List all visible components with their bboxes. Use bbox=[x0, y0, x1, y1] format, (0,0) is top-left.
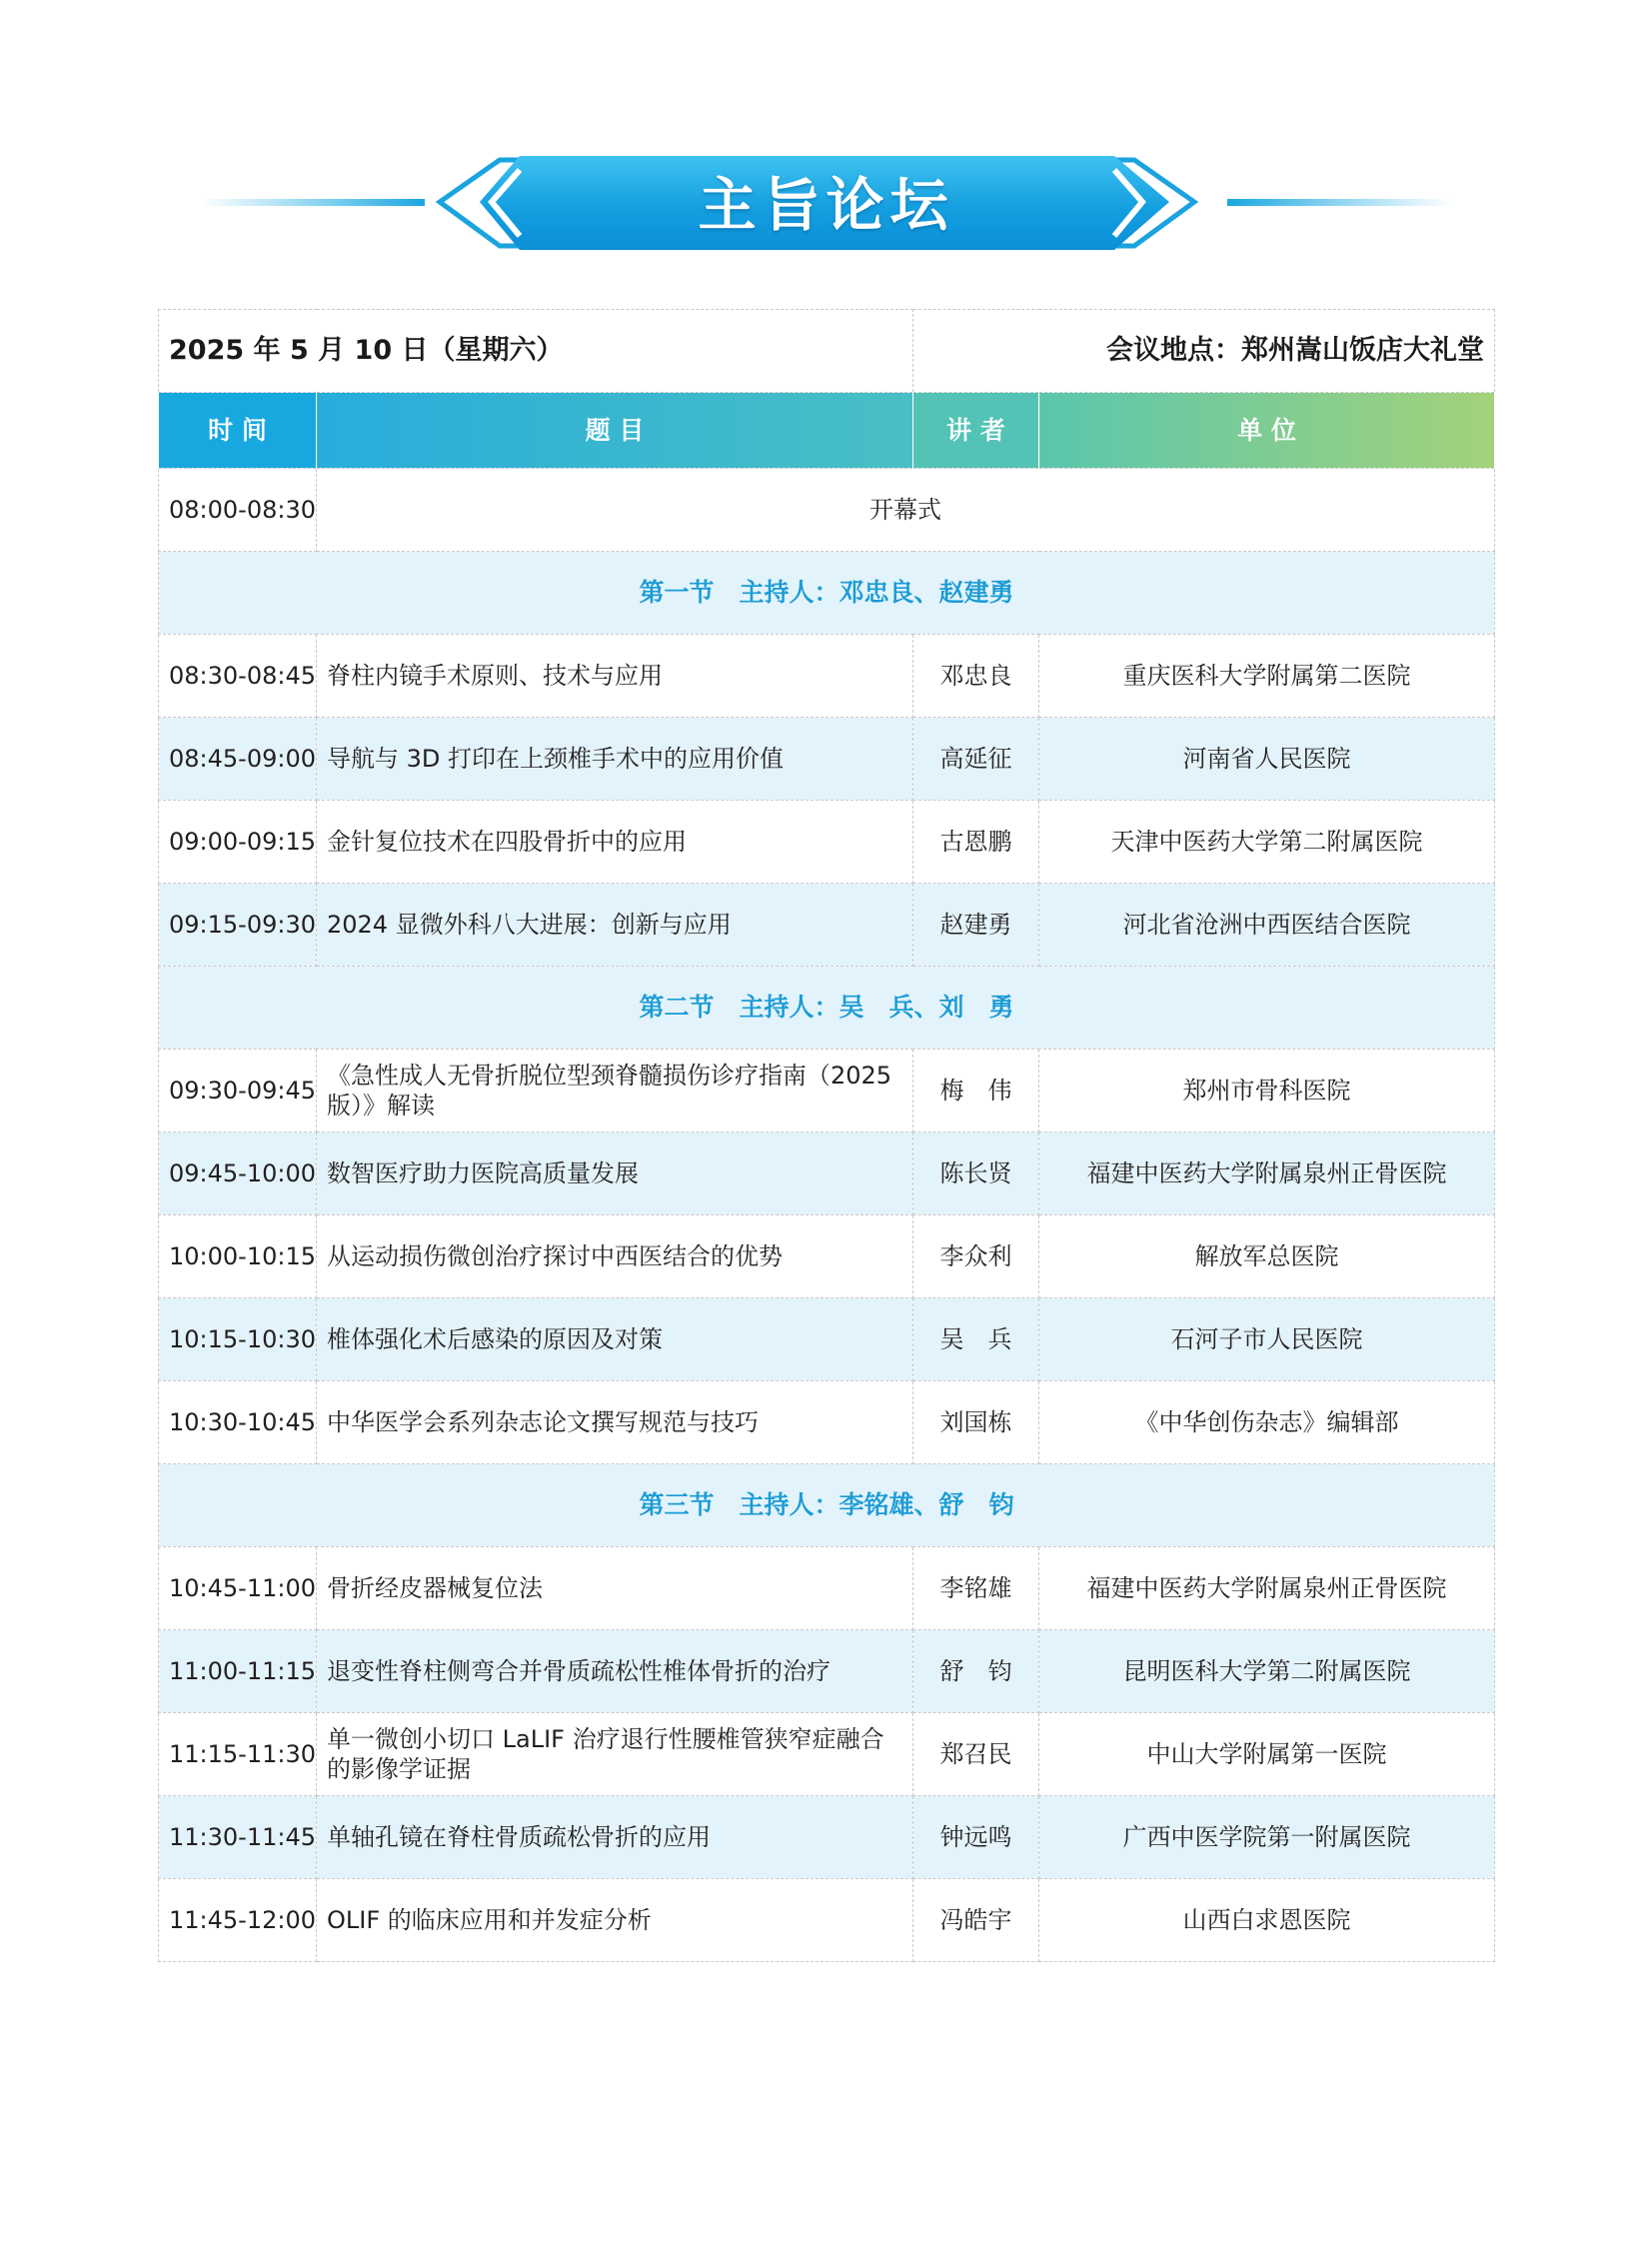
table-row bbox=[159, 801, 1495, 884]
talk-topic: 椎体强化术后感染的原因及对策 bbox=[317, 1298, 913, 1381]
header-unit: 单 位 bbox=[1039, 393, 1495, 469]
talk-time: 11:30-11:45 bbox=[159, 1796, 317, 1879]
talk-speaker: 邓忠良 bbox=[913, 635, 1039, 718]
talk-unit: 福建中医药大学附属泉州正骨医院 bbox=[1039, 1132, 1495, 1215]
talk-speaker: 郑召民 bbox=[913, 1713, 1039, 1796]
table-row bbox=[159, 1215, 1495, 1298]
title-banner bbox=[0, 150, 1652, 260]
talk-unit: 天津中医药大学第二附属医院 bbox=[1039, 801, 1495, 884]
talk-speaker: 李众利 bbox=[913, 1215, 1039, 1298]
section-row bbox=[159, 1464, 1495, 1547]
talk-topic: 单一微创小切口 LaLIF 治疗退行性腰椎管狭窄症融合的影像学证据 bbox=[317, 1713, 913, 1796]
table-row bbox=[159, 884, 1495, 967]
section-title: 第三节 主持人：李铭雄、舒 钧 bbox=[159, 1464, 1495, 1547]
talk-unit: 解放军总医院 bbox=[1039, 1215, 1495, 1298]
opening-row bbox=[159, 469, 1495, 552]
talk-speaker: 赵建勇 bbox=[913, 884, 1039, 967]
table-row bbox=[159, 1879, 1495, 1962]
talk-time: 11:00-11:15 bbox=[159, 1630, 317, 1713]
talk-time: 10:45-11:00 bbox=[159, 1547, 317, 1630]
schedule-table bbox=[158, 309, 1495, 1962]
section-title: 第一节 主持人：邓忠良、赵建勇 bbox=[159, 552, 1495, 635]
table-row bbox=[159, 718, 1495, 801]
info-row bbox=[159, 310, 1495, 393]
talk-time: 09:00-09:15 bbox=[159, 801, 317, 884]
header-speaker: 讲 者 bbox=[913, 393, 1039, 469]
talk-time: 11:45-12:00 bbox=[159, 1879, 317, 1962]
header-topic: 题 目 bbox=[317, 393, 913, 469]
table-row bbox=[159, 1630, 1495, 1713]
talk-speaker: 冯皓宇 bbox=[913, 1879, 1039, 1962]
table-header bbox=[159, 393, 1495, 469]
table-row bbox=[159, 1381, 1495, 1464]
table-row bbox=[159, 1796, 1495, 1879]
table-row bbox=[159, 1132, 1495, 1215]
talk-unit: 《中华创伤杂志》编辑部 bbox=[1039, 1381, 1495, 1464]
talk-speaker: 吴 兵 bbox=[913, 1298, 1039, 1381]
talk-time: 09:30-09:45 bbox=[159, 1050, 317, 1132]
table-row bbox=[159, 1298, 1495, 1381]
talk-topic: 单轴孔镜在脊柱骨质疏松骨折的应用 bbox=[317, 1796, 913, 1879]
talk-unit: 广西中医学院第一附属医院 bbox=[1039, 1796, 1495, 1879]
talk-time: 08:30-08:45 bbox=[159, 635, 317, 718]
talk-time: 08:45-09:00 bbox=[159, 718, 317, 801]
section-row bbox=[159, 552, 1495, 635]
meeting-date: 2025 年 5 月 10 日（星期六） bbox=[159, 310, 913, 393]
talk-topic: 数智医疗助力医院高质量发展 bbox=[317, 1132, 913, 1215]
talk-unit: 河南省人民医院 bbox=[1039, 718, 1495, 801]
talk-time: 09:45-10:00 bbox=[159, 1132, 317, 1215]
table-row bbox=[159, 1547, 1495, 1630]
talk-speaker: 陈长贤 bbox=[913, 1132, 1039, 1215]
meeting-venue: 会议地点：郑州嵩山饭店大礼堂 bbox=[913, 310, 1495, 393]
header-time: 时 间 bbox=[159, 393, 317, 469]
talk-unit: 石河子市人民医院 bbox=[1039, 1298, 1495, 1381]
talk-topic: 从运动损伤微创治疗探讨中西医结合的优势 bbox=[317, 1215, 913, 1298]
talk-topic: 中华医学会系列杂志论文撰写规范与技巧 bbox=[317, 1381, 913, 1464]
talk-speaker: 李铭雄 bbox=[913, 1547, 1039, 1630]
talk-speaker: 古恩鹏 bbox=[913, 801, 1039, 884]
talk-unit: 中山大学附属第一医院 bbox=[1039, 1713, 1495, 1796]
talk-topic: OLIF 的临床应用和并发症分析 bbox=[317, 1879, 913, 1962]
talk-topic: 金针复位技术在四股骨折中的应用 bbox=[317, 801, 913, 884]
talk-topic: 脊柱内镜手术原则、技术与应用 bbox=[317, 635, 913, 718]
talk-topic: 骨折经皮器械复位法 bbox=[317, 1547, 913, 1630]
table-row bbox=[159, 1713, 1495, 1796]
talk-unit: 昆明医科大学第二附属医院 bbox=[1039, 1630, 1495, 1713]
talk-topic: 2024 显微外科八大进展：创新与应用 bbox=[317, 884, 913, 967]
section-title: 第二节 主持人：吴 兵、刘 勇 bbox=[159, 967, 1495, 1050]
table-row bbox=[159, 1050, 1495, 1132]
talk-time: 11:15-11:30 bbox=[159, 1713, 317, 1796]
section-row bbox=[159, 967, 1495, 1050]
table-row bbox=[159, 635, 1495, 718]
talk-time: 10:30-10:45 bbox=[159, 1381, 317, 1464]
opening-label: 开幕式 bbox=[317, 469, 1495, 552]
talk-topic: 退变性脊柱侧弯合并骨质疏松性椎体骨折的治疗 bbox=[317, 1630, 913, 1713]
talk-speaker: 舒 钧 bbox=[913, 1630, 1039, 1713]
talk-unit: 山西白求恩医院 bbox=[1039, 1879, 1495, 1962]
talk-topic: 导航与 3D 打印在上颈椎手术中的应用价值 bbox=[317, 718, 913, 801]
talk-speaker: 刘国栋 bbox=[913, 1381, 1039, 1464]
talk-time: 10:15-10:30 bbox=[159, 1298, 317, 1381]
talk-time: 09:15-09:30 bbox=[159, 884, 317, 967]
talk-unit: 福建中医药大学附属泉州正骨医院 bbox=[1039, 1547, 1495, 1630]
talk-unit: 河北省沧洲中西医结合医院 bbox=[1039, 884, 1495, 967]
talk-speaker: 高延征 bbox=[913, 718, 1039, 801]
opening-time: 08:00-08:30 bbox=[159, 469, 317, 552]
talk-time: 10:00-10:15 bbox=[159, 1215, 317, 1298]
talk-unit: 郑州市骨科医院 bbox=[1039, 1050, 1495, 1132]
talk-unit: 重庆医科大学附属第二医院 bbox=[1039, 635, 1495, 718]
page-title: 主旨论坛 bbox=[698, 171, 954, 239]
talk-speaker: 钟远鸣 bbox=[913, 1796, 1039, 1879]
talk-topic: 《急性成人无骨折脱位型颈脊髓损伤诊疗指南（2025 版）》解读 bbox=[317, 1050, 913, 1132]
talk-speaker: 梅 伟 bbox=[913, 1050, 1039, 1132]
